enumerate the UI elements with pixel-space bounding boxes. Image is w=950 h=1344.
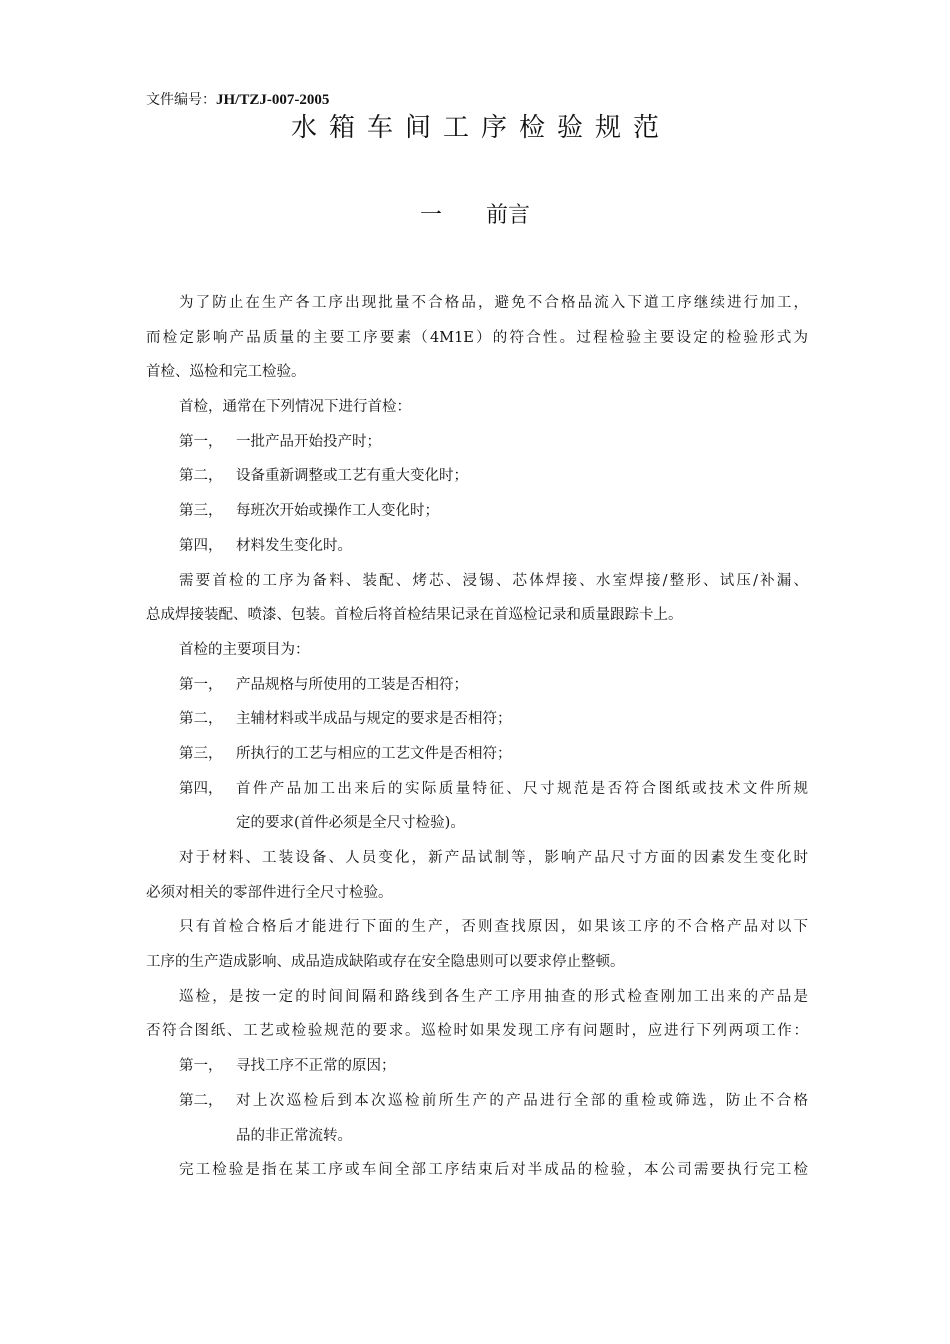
- list-item-text: 设备重新调整或工艺有重大变化时；: [236, 468, 468, 485]
- list-item-text: 一批产品开始投产时；: [236, 433, 381, 450]
- list-item: [146, 772, 808, 807]
- list-item-label: 第三，: [179, 745, 223, 762]
- list-item: [146, 529, 808, 564]
- list-item: [146, 702, 808, 737]
- list-item-label: 第一，: [179, 676, 223, 693]
- list-item: [146, 737, 808, 772]
- paragraph-line: 总成焊接装配、喷漆、包装。首检后将首检结果记录在首巡检记录和质量跟踪卡上。: [146, 607, 683, 624]
- paragraph-line: 首检，通常在下列情况下进行首检：: [179, 399, 411, 416]
- paragraph-line: 对于材料、工装设备、人员变化，新产品试制等，影响产品尺寸方面的因素发生变化时: [179, 850, 808, 866]
- list-item-label: 第二，: [179, 468, 223, 485]
- paragraph-line: 工序的生产造成影响、成品造成缺陷或存在安全隐患则可以要求停止整顿。: [146, 954, 625, 971]
- list-item: [146, 668, 808, 703]
- paragraph-line: 首检、巡检和完工检验。: [146, 364, 306, 381]
- section-number: 一: [419, 203, 442, 228]
- list-item-text: 所执行的工艺与相应的工艺文件是否相符；: [236, 745, 512, 762]
- list-item-continuation: 定的要求(首件必须是全尺寸检验)。: [236, 815, 465, 832]
- paragraph-line: 巡检，是按一定的时间间隔和路线到各生产工序用抽查的形式检查刚加工出来的产品是: [179, 988, 808, 1005]
- paragraph-line: 需要首检的工序为备料、装配、烤芯、浸锡、芯体焊接、水室焊接/整形、试压/补漏、: [179, 572, 808, 589]
- list-item-label: 第三，: [179, 503, 223, 520]
- list-item-text: 首件产品加工出来后的实际质量特征、尺寸规范是否符合图纸或技术文件所规: [236, 780, 808, 797]
- paragraph-line: 必须对相关的零部件进行全尺寸检验。: [146, 884, 393, 901]
- list-item-label: 第四，: [179, 780, 223, 797]
- document-title: 水箱车间工序检验规范: [290, 113, 671, 143]
- list-item-label: 第二，: [179, 1092, 223, 1109]
- paragraph-line: 为了防止在生产各工序出现批量不合格品，避免不合格品流入下道工序继续进行加工，: [179, 295, 808, 311]
- list-item-text: 寻找工序不正常的原因；: [236, 1058, 396, 1075]
- section-title: 前言: [486, 203, 531, 228]
- section-heading: [0, 200, 950, 232]
- list-item-label: 第四，: [179, 537, 223, 554]
- list-item-text: 每班次开始或操作工人变化时；: [236, 503, 439, 520]
- list-item: [146, 494, 808, 529]
- paragraph-line: 否符合图纸、工艺或检验规范的要求。巡检时如果发现工序有问题时，应进行下列两项工作：: [146, 1023, 808, 1040]
- body-text: [146, 286, 808, 1188]
- list-item: [146, 425, 808, 460]
- list-item-text: 对上次巡检后到本次巡检前所生产的产品进行全部的重检或筛选，防止不合格: [236, 1092, 808, 1109]
- list-item: [146, 1049, 808, 1084]
- list-item-text: 主辅材料或半成品与规定的要求是否相符；: [236, 711, 512, 728]
- list-item-text: 材料发生变化时。: [236, 537, 352, 554]
- list-item-continuation: 品的非正常流转。: [236, 1127, 352, 1144]
- list-item: [146, 459, 808, 494]
- paragraph-line: 只有首检合格后才能进行下面的生产，否则查找原因，如果该工序的不合格产品对以下: [179, 919, 808, 936]
- document-number-label: 文件编号：: [146, 92, 216, 108]
- list-item-text: 产品规格与所使用的工装是否相符；: [236, 676, 468, 693]
- list-item-label: 第一，: [179, 433, 223, 450]
- list-item: [146, 1084, 808, 1119]
- list-item-label: 第一，: [179, 1058, 223, 1075]
- paragraph-line: 首检的主要项目为：: [179, 641, 310, 658]
- document-number-code: JH/TZJ-007-2005: [216, 92, 330, 108]
- paragraph-line: 而检定影响产品质量的主要工序要素（4M1E）的符合性。过程检验主要设定的检验形式为: [146, 329, 808, 346]
- document-number: [146, 90, 329, 110]
- list-item-label: 第二，: [179, 711, 223, 728]
- paragraph-line: 完工检验是指在某工序或车间全部工序结束后对半成品的检验，本公司需要执行完工检: [179, 1162, 808, 1179]
